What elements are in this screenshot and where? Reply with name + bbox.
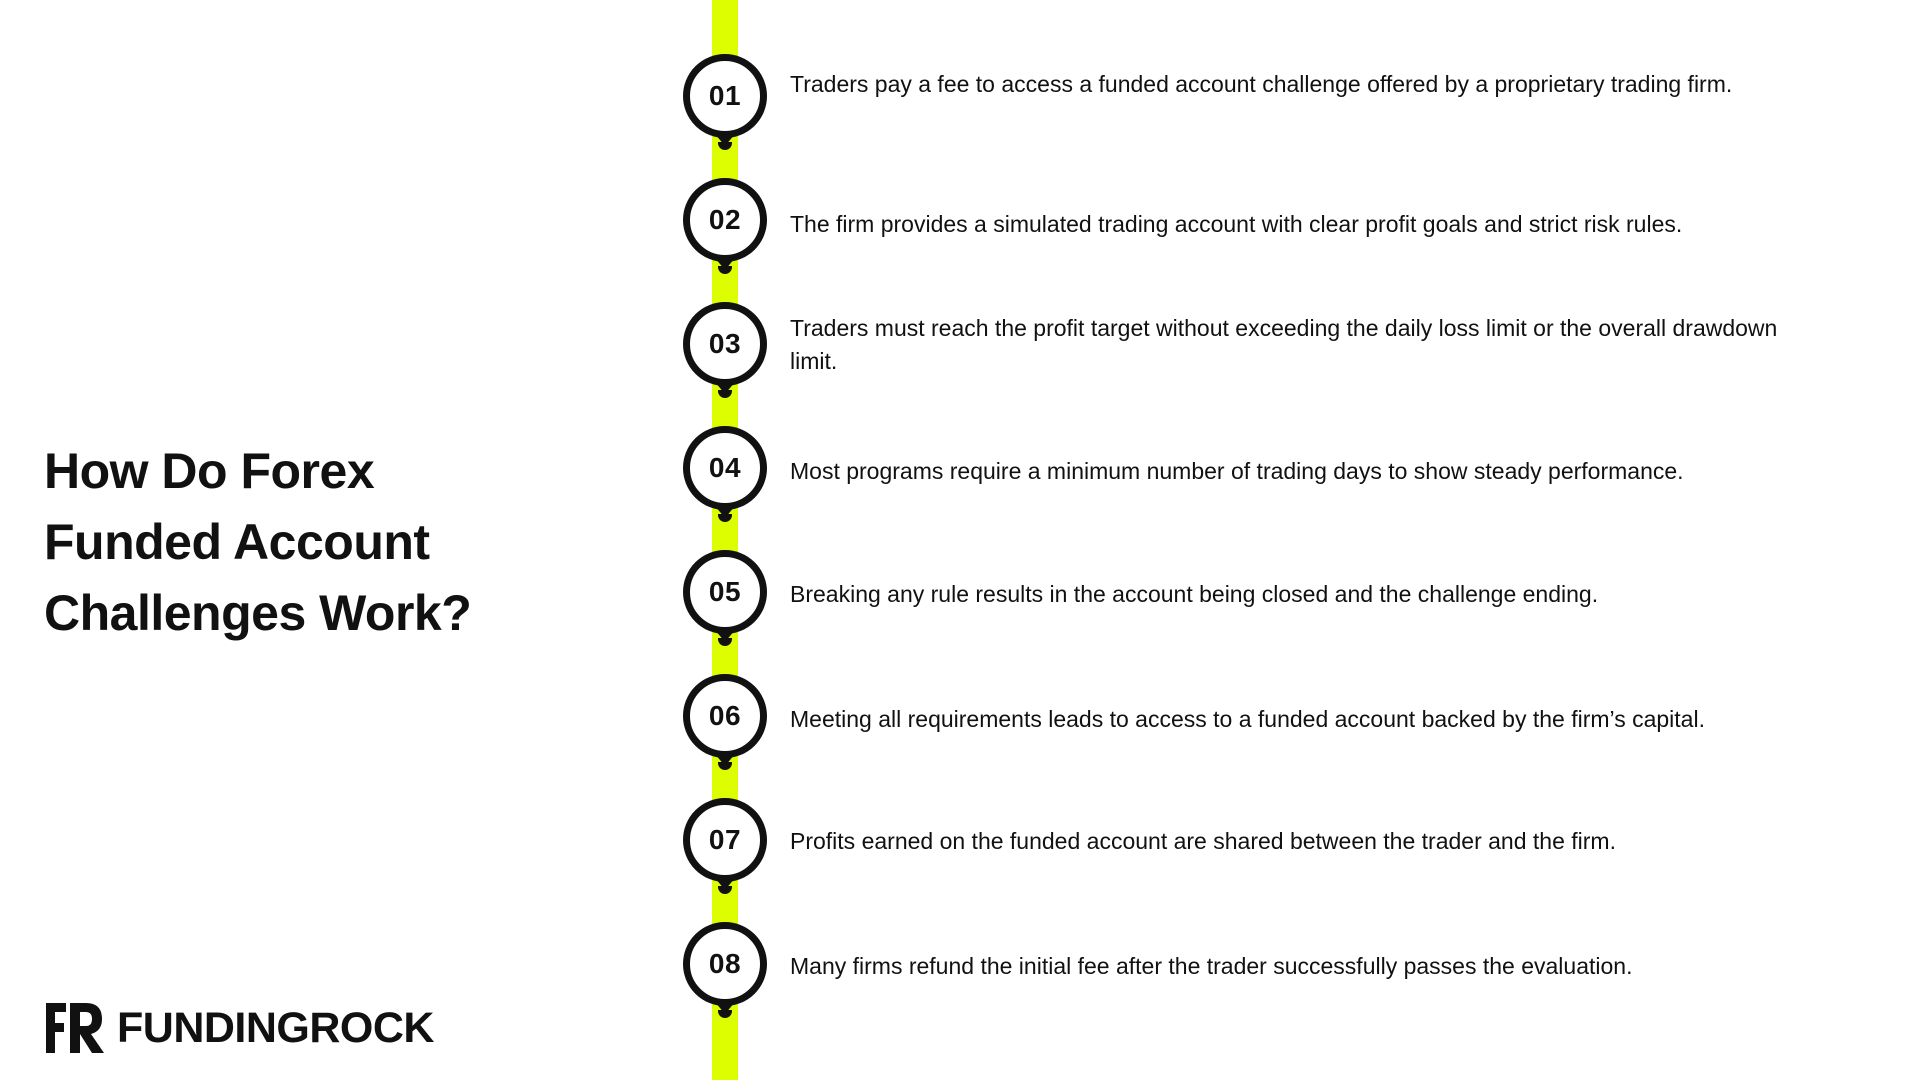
title-line-2: Funded Account (44, 514, 430, 570)
step-pin (683, 798, 767, 898)
step-pin (683, 302, 767, 402)
pin-pointer-cap (718, 638, 732, 646)
step-number-circle (683, 798, 767, 882)
step-number: 01 (708, 80, 742, 111)
pin-pointer-cap (718, 266, 732, 274)
step-text: Profits earned on the funded account are shared between the trader and the firm. (790, 828, 1616, 854)
step-pin (683, 674, 767, 774)
step-pin (683, 922, 767, 1022)
step-number: 04 (708, 452, 742, 483)
step-pin (683, 550, 767, 650)
title-line-1: How Do Forex (44, 443, 375, 499)
title-line-3: Challenges Work? (44, 585, 472, 641)
step-pin (683, 426, 767, 526)
step-number-circle (683, 674, 767, 758)
pin-pointer-cap (718, 886, 732, 894)
step-text: Many firms refund the initial fee after the trader successfully passes the evaluation. (790, 953, 1633, 979)
step-number: 05 (708, 576, 742, 607)
step-pin (683, 178, 767, 278)
step-pin (683, 54, 767, 154)
pin-pointer-cap (718, 390, 732, 398)
step-number-circle (683, 550, 767, 634)
page-title (44, 436, 544, 649)
pin-pointer-cap (718, 142, 732, 150)
fundingrock-logo-icon (44, 1003, 104, 1053)
brand-logo (44, 1003, 434, 1053)
step-number-circle (683, 302, 767, 386)
step-number-circle (683, 54, 767, 138)
step-text: Breaking any rule results in the account being closed and the challenge ending. (790, 581, 1599, 607)
step-number-circle (683, 426, 767, 510)
step-number: 02 (708, 204, 742, 235)
step-number: 06 (708, 700, 742, 731)
step-number: 07 (708, 824, 742, 855)
step-number-circle (683, 922, 767, 1006)
step-text: Traders must reach the profit target without exceeding the daily loss limit or the overall drawdown limit. (790, 315, 1778, 374)
step-text: Traders pay a fee to access a funded account challenge offered by a proprietary trading firm. (790, 71, 1733, 97)
step-text: Meeting all requirements leads to access to a funded account backed by the firm’s capital. (790, 706, 1705, 732)
step-number: 03 (708, 328, 742, 359)
step-text: Most programs require a minimum number of trading days to show steady performance. (790, 458, 1684, 484)
step-number-circle (683, 178, 767, 262)
brand-name: FUNDINGROCK (117, 1004, 434, 1052)
step-text: The firm provides a simulated trading account with clear profit goals and strict risk rules. (790, 211, 1683, 237)
pin-pointer-cap (718, 514, 732, 522)
pin-pointer-cap (718, 762, 732, 770)
timeline-bar (712, 0, 738, 1080)
pin-pointer-cap (718, 1010, 732, 1018)
step-number: 08 (708, 948, 742, 979)
